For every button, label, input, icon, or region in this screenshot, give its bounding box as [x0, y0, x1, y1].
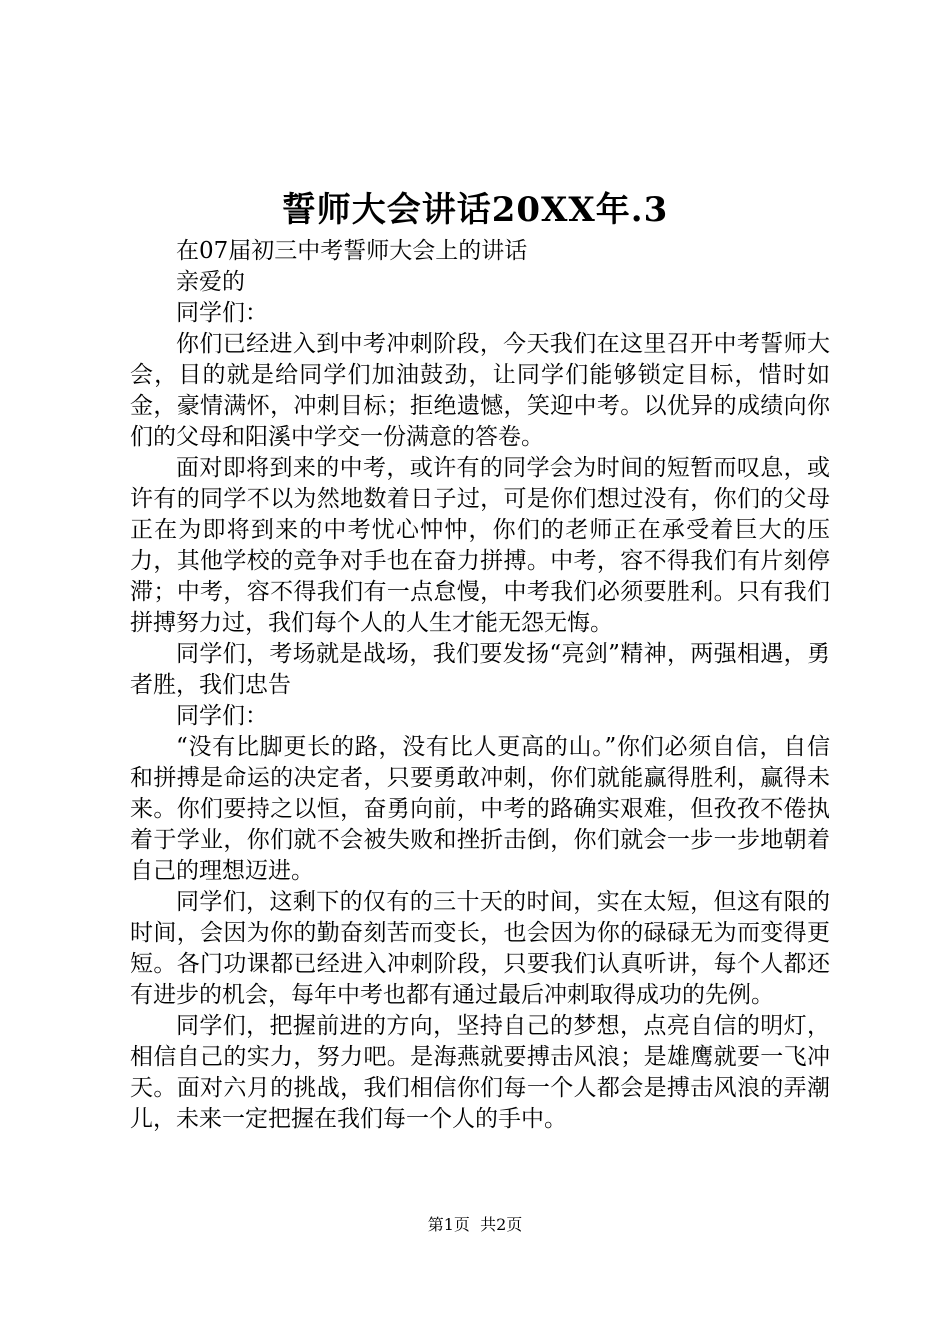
page-number: 第1页: [427, 1215, 470, 1234]
paragraph-address: 同学们：: [176, 703, 268, 729]
document-title: 誓师大会讲话20XX年.3: [281, 190, 669, 230]
paragraph-salutation: 亲爱的: [176, 269, 245, 295]
paragraph: “没有比脚更长的路，没有比人更高的山。”你们必须自信，自信和拼搏是命运的决定者，只要勇敢冲刺，你们就能赢得胜利，赢得未来。你们要持之以恒，奋勇向前，中考的路确实艰难，但孜孜不倦执着于学业，你们就不会被失败和挫折击倒，你们就会一步一步地朝着自己的理想迈进。: [130, 734, 830, 884]
paragraph: 同学们，这剩下的仅有的三十天的时间，实在太短，但这有限的时间，会因为你的勤奋刻苦而变长，也会因为你的碌碌无为而变得更短。各门功课都已经进入冲刺阶段，只要我们认真听讲，每个人都还有进步的机会，每年中考也都有通过最后冲刺取得成功的先例。: [130, 889, 830, 1008]
paragraph-salutation-students: 同学们：: [176, 300, 268, 326]
paragraph: 同学们，考场就是战场，我们要发扬“亮剑”精神，两强相遇，勇者胜，我们忠告: [130, 641, 830, 698]
paragraph: 同学们，把握前进的方向，坚持自己的梦想，点亮自信的明灯，相信自己的实力，努力吧。是海燕就要搏击风浪；是雄鹰就要一飞冲天。面对六月的挑战，我们相信你们每一个人都会是搏击风浪的弄潮儿，未来一定把握在我们每一个人的手中。: [130, 1013, 830, 1132]
document-body: [130, 236, 830, 1135]
page-footer: [0, 1213, 950, 1237]
paragraph-subtitle: 在07届初三中考誓师大会上的讲话: [176, 238, 528, 264]
page-total: 共2页: [480, 1215, 523, 1234]
paragraph: 你们已经进入到中考冲刺阶段，今天我们在这里召开中考誓师大会，目的就是给同学们加油鼓劲，让同学们能够锁定目标，惜时如金，豪情满怀，冲刺目标；拒绝遗憾，笑迎中考。以优异的成绩向你们的父母和阳溪中学交一份满意的答卷。: [130, 331, 830, 450]
paragraph: 面对即将到来的中考，或许有的同学会为时间的短暂而叹息，或许有的同学不以为然地数着日子过，可是你们想过没有，你们的父母正在为即将到来的中考忧心忡忡，你们的老师正在承受着巨大的压力，其他学校的竞争对手也在奋力拼搏。中考，容不得我们有片刻停滞；中考，容不得我们有一点怠慢，中考我们必须要胜利。只有我们拼搏努力过，我们每个人的人生才能无怨无悔。: [130, 455, 830, 636]
